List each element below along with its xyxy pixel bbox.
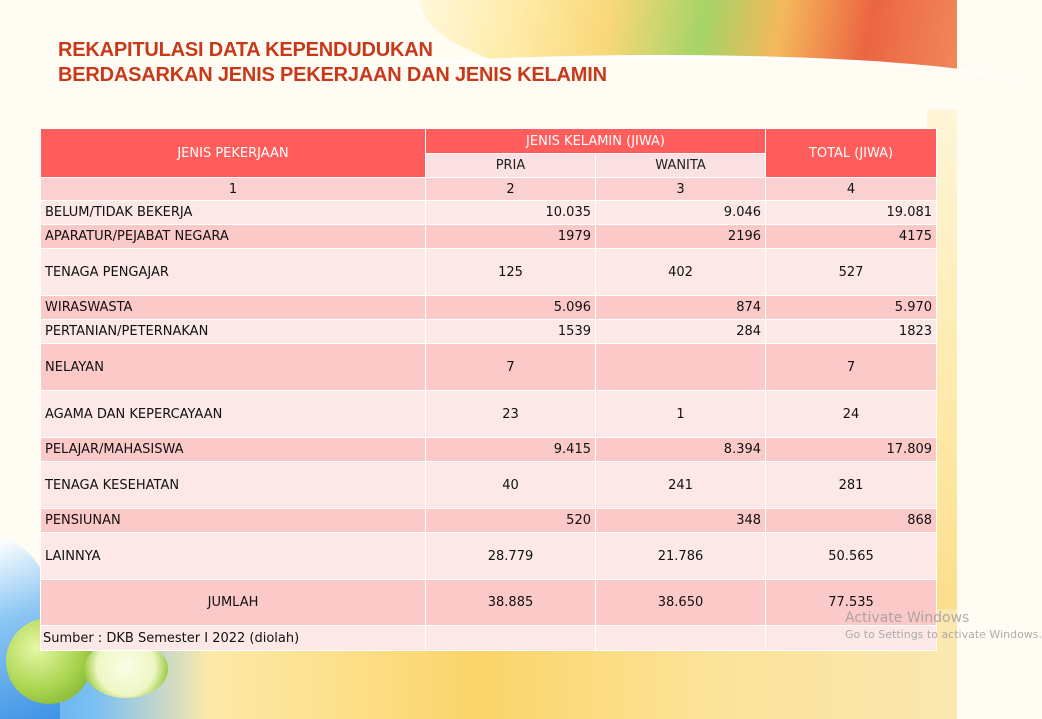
title-line-2: BERDASARKAN JENIS PEKERJAAN DAN JENIS KELAMIN [58, 64, 607, 86]
row-wanita: 874 [596, 296, 766, 320]
table-row [41, 533, 937, 580]
row-pria: 7 [426, 344, 596, 391]
row-pria: 125 [426, 249, 596, 296]
jumlah-wanita: 38.650 [596, 580, 766, 626]
table-row [41, 296, 937, 320]
row-label: TENAGA KESEHATAN [41, 462, 426, 509]
population-table [40, 128, 937, 651]
row-pria: 5.096 [426, 296, 596, 320]
jumlah-label: JUMLAH [41, 580, 426, 626]
row-total: 868 [766, 509, 937, 533]
table-row [41, 249, 937, 296]
header-jenis-kelamin: JENIS KELAMIN (JIWA) [426, 129, 766, 154]
jumlah-row [41, 580, 937, 626]
header-jenis-pekerjaan: JENIS PEKERJAAN [41, 129, 426, 178]
row-wanita: 348 [596, 509, 766, 533]
row-wanita: 2196 [596, 225, 766, 249]
col-number: 2 [426, 178, 596, 201]
row-wanita [596, 344, 766, 391]
col-number: 1 [41, 178, 426, 201]
row-pria: 28.779 [426, 533, 596, 580]
title-line-1: REKAPITULASI DATA KEPENDUDUKAN [58, 39, 433, 61]
row-pria: 40 [426, 462, 596, 509]
row-label: BELUM/TIDAK BEKERJA [41, 201, 426, 225]
source-note: Sumber : DKB Semester I 2022 (diolah) [41, 626, 426, 651]
table-row [41, 225, 937, 249]
table-row [41, 391, 937, 438]
row-total: 50.565 [766, 533, 937, 580]
col-number: 3 [596, 178, 766, 201]
row-pria: 520 [426, 509, 596, 533]
watermark-line-1: Activate Windows [845, 610, 970, 626]
table-row [41, 509, 937, 533]
table-row [41, 438, 937, 462]
header-pria: PRIA [426, 154, 596, 178]
row-wanita: 1 [596, 391, 766, 438]
row-wanita: 9.046 [596, 201, 766, 225]
row-total: 4175 [766, 225, 937, 249]
row-total: 19.081 [766, 201, 937, 225]
empty-cell [596, 626, 766, 651]
row-pria: 1539 [426, 320, 596, 344]
row-label: NELAYAN [41, 344, 426, 391]
table-row [41, 344, 937, 391]
row-label: PENSIUNAN [41, 509, 426, 533]
row-wanita: 21.786 [596, 533, 766, 580]
slide-title [58, 38, 607, 88]
empty-cell [426, 626, 596, 651]
row-label: APARATUR/PEJABAT NEGARA [41, 225, 426, 249]
col-number: 4 [766, 178, 937, 201]
row-label: TENAGA PENGAJAR [41, 249, 426, 296]
row-label: PELAJAR/MAHASISWA [41, 438, 426, 462]
row-total: 17.809 [766, 438, 937, 462]
header-row [41, 129, 937, 154]
row-label: LAINNYA [41, 533, 426, 580]
source-row [41, 626, 937, 651]
row-label: WIRASWASTA [41, 296, 426, 320]
row-pria: 10.035 [426, 201, 596, 225]
row-wanita: 241 [596, 462, 766, 509]
table-row [41, 462, 937, 509]
row-wanita: 8.394 [596, 438, 766, 462]
table-row [41, 201, 937, 225]
row-pria: 9.415 [426, 438, 596, 462]
header-total: TOTAL (JIWA) [766, 129, 937, 178]
row-total: 5.970 [766, 296, 937, 320]
row-pria: 23 [426, 391, 596, 438]
row-total: 281 [766, 462, 937, 509]
jumlah-pria: 38.885 [426, 580, 596, 626]
row-total: 7 [766, 344, 937, 391]
watermark-line-2: Go to Settings to activate Windows. [845, 628, 1042, 641]
row-label: AGAMA DAN KEPERCAYAAN [41, 391, 426, 438]
header-wanita: WANITA [596, 154, 766, 178]
row-wanita: 402 [596, 249, 766, 296]
row-total: 24 [766, 391, 937, 438]
row-total: 527 [766, 249, 937, 296]
jumlah-total: 77.535 [766, 580, 937, 626]
row-wanita: 284 [596, 320, 766, 344]
table-row [41, 320, 937, 344]
row-total: 1823 [766, 320, 937, 344]
row-label: PERTANIAN/PETERNAKAN [41, 320, 426, 344]
activate-windows-watermark [845, 610, 1042, 641]
column-number-row [41, 178, 937, 201]
row-pria: 1979 [426, 225, 596, 249]
